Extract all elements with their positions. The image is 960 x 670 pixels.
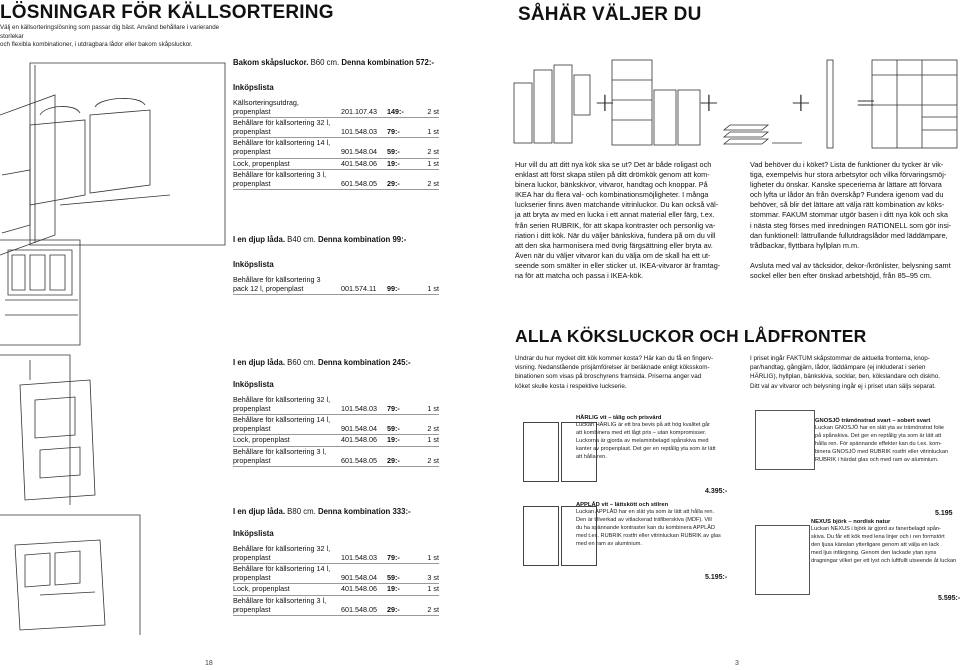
cabinet-combo-diagram — [512, 55, 960, 155]
table-row: Behållare för källsortering 14 l, propenplast 901.548.04 59:- 2 st — [233, 415, 439, 435]
combo-block-3 — [233, 358, 493, 467]
gnosjo-price: 5.195 — [935, 510, 953, 517]
table-row: Lock, propenplast 401.548.06 19:- 1 st — [233, 584, 439, 596]
harlig-door-left — [523, 422, 559, 482]
combo-block-2 — [233, 235, 493, 295]
shopping-list-label: Inköpslista — [233, 83, 274, 92]
plus-operator: + — [594, 88, 616, 118]
equals-operator: = — [855, 88, 877, 118]
harlig-price: 4.395:- — [705, 488, 728, 495]
table-row: Lock, propenplast 401.548.06 19:- 1 st — [233, 158, 439, 170]
table-row: Behållare för källsortering 3 pack 12 l, propenplast 001.574.11 99:- 1 st — [233, 275, 439, 295]
shopping-list — [233, 275, 439, 295]
table-row: Behållare för källsortering 32 l, propenplast 101.548.03 79:- 1 st — [233, 118, 439, 138]
frames-icon — [612, 60, 700, 145]
applad-info: APPLÅD vit – lättskött och stilren Luckan APPLÅD har en slät yta som är lätt att hålla ren. Den är tillverkad av vitlackerad träfiberskiva (MDF). Vill du ha spännande kontraster kan du kombinera APPLÅD med t.ex. RUBRIK rostfri eller vitrinluckan RUBRIK av glas med en ram av aluminium. — [576, 502, 721, 547]
product-harlig — [515, 400, 755, 500]
cabinet-bins-drawing — [0, 63, 225, 255]
intro-column-2: Vad behöver du i köket? Lista de funktioner du tycker är vik- tiga, exempelvis hur stora arbetsytor och vilka förvaringsmöj- ligheter du önskar. Kanske specerierna är lättare att förvara och lyfta ur lådor än från överskåp? Fundera igenom vad du behöver, så blir det lättare att välja rätt kombination av köks- stommar. FAKUM stommar utgör basen i ditt nya kök och ska i nästa steg förses med inredningen RATIONELL som gör insi- dan funktionell: lättrullande fullutdragslådor med läddämpare, trådbackar, flyttbara hyllplan m.m. Avsluta med val av täcksidor, dekor-/krönlister, belysning samt sockel eller ben efter önskad arbetshöjd, från 85–95 cm. — [750, 160, 952, 280]
intro-line: och flexibla kombinationer, i utdragbara lådor eller bakom skåpsluckor. — [0, 41, 193, 48]
deep-drawer-drawing — [0, 355, 95, 505]
applad-price: 5.195:- — [705, 574, 728, 581]
finished-kitchen-icon — [872, 60, 957, 148]
combo-title: I en djup låda. B60 cm. Denna kombination 245:- — [233, 358, 411, 367]
table-row: Behållare för källsortering 32 l, propenplast 101.548.03 79:- 1 st — [233, 544, 439, 564]
shopping-list — [233, 395, 439, 467]
intro-column-1: Hur vill du att ditt nya kök ska se ut? Det är både roligast och enklast att först skapa stilen på ditt drömkök genom att kom- binera luckor, bänkskivor, vitvaror, handtag och knoppar. På IKEA har du flera val- och kombinationsmöjligheter. I många luckserier finns även matchande vitrinluckor. Du kan också väl- ja att bryta av med en lucka i ett annat material eller färg, t.ex. från serien RUBRIK, för att skapa kontraster och personlig va- riation i ditt kök. När du väljer bänkskiva, fundera på om du vill att den ska harmonisera med övrig färgsättning eller bryta av. Även när du väljer vitvaror kan du välja om de skall ha ett ut- seende som smälter in eller sticker ut. IKEA-vitvaror är framtag- na för att matcha och passa i IKEA-kök. — [515, 160, 721, 281]
combo-title: I en djup låda. B40 cm. Denna kombination 99:- — [233, 235, 407, 244]
drawer-bins-drawing — [0, 240, 80, 345]
table-row: Källsorteringsutdrag, propenplast 201.107.43 149:- 2 st — [233, 98, 439, 118]
nexus-door — [755, 525, 810, 595]
table-row: Behållare för källsortering 3 l, propenplast 601.548.05 29:- 2 st — [233, 446, 439, 466]
shopping-list-label: Inköpslista — [233, 529, 274, 538]
table-row: Behållare för källsortering 14 l, propenplast 901.548.04 59:- 2 st — [233, 138, 439, 158]
right-page-title: SÅHÄR VÄLJER DU — [518, 4, 702, 25]
fronts-icon — [514, 65, 590, 143]
section-title-fronts: ALLA KÖKSLUCKOR OCH LÅDFRONTER — [515, 326, 867, 346]
applad-door-left — [523, 506, 559, 566]
price-intro-2: I priset ingår FAKTUM skåpstommar de aktuella fronterna, knop- par/handtag, gångjärn, lådor, läddämpare (ej inkluderat i serien HÄRLIG), hyllplan, bänkskiva, socklar, ben, kökslandare och diskho. Ditt val av vitvaror och belysning ingår ej i priset utan säljs separat. — [750, 355, 941, 390]
nexus-price: 5.595:- — [938, 595, 960, 602]
table-row: Lock, propenplast 401.548.06 19:- 1 st — [233, 435, 439, 447]
sorting-illustrations — [0, 55, 230, 635]
interior-icon — [724, 125, 802, 144]
wide-drawer-drawing — [0, 515, 140, 635]
shopping-list — [233, 544, 439, 616]
price-intro-1: Undrar du hur mycket ditt kök kommer kosta? Här kan du få en fingerv- visning. Nedanstående prisjämförelser är beräknade enligt köksskom- binationen som visas på broschyrens framsida. Priserna anger vad köket skulle kosta i respektive luckserie. — [515, 355, 714, 390]
left-intro — [0, 24, 240, 50]
left-page-title: LÖSNINGAR FÖR KÄLLSORTERING — [0, 2, 334, 23]
gnosjo-door — [755, 410, 815, 470]
combo-block-4 — [233, 507, 493, 616]
combo-block-1 — [233, 58, 493, 190]
left-page-number: 18 — [205, 660, 213, 667]
product-nexus — [755, 500, 960, 600]
product-applad — [515, 498, 755, 598]
combo-title: I en djup låda. B80 cm. Denna kombination 333:- — [233, 507, 411, 516]
plus-operator: + — [698, 88, 720, 118]
combo-title: Bakom skåpsluckor. B60 cm. Denna kombination 572:- — [233, 58, 435, 67]
shopping-list-label: Inköpslista — [233, 380, 274, 389]
nexus-info: NEXUS björk – nordisk natur Luckan NEXUS i björk är gjord av fanerbelagd spån- skiva. Du får ett kök med lena linjer och i ren formstört den ljusa känslan ytterligare genom att välja en lack med ljus infärgning. Genom den lackade ytan syns dragningar vilket ger ett lyst och luftfullt utseende åt luckan — [811, 519, 957, 564]
intro-line: Välj en källsorteringslösning som passar dig bäst. Använd behållare i varierande storlekar — [0, 24, 220, 40]
shopping-list-label: Inköpslista — [233, 260, 274, 269]
plus-operator: + — [790, 88, 812, 118]
table-row: Behållare för källsortering 3 l, propenplast 601.548.05 29:- 2 st — [233, 170, 439, 190]
harlig-info: HÄRLIG vit – tålig och prisvärd Luckan HÄRLIG är ett bra bevis på att hög kvalitet går att kombinera med ett lågt pris – utan kompromisser. Luckorna är gjorda av melaminbelagd spånskiva med kanter av propenplast. Det ger en reptålig yta som är lätt att hålla ren. — [576, 415, 716, 460]
table-row: Behållare för källsortering 14 l, propenplast 901.548.04 59:- 3 st — [233, 564, 439, 584]
gnosjo-info: GNOSJÖ trämönstrad svart – sobert svart Luckan GNOSJÖ har en slät yta av trämönstrat folie på spånskiva. Det ger en reptålig yta som är lätt att hålla ren. För spännande effekter kan du t.ex. kom- binera GNOSJÖ med RUBRIK rostfri eller vitrinluckan RUBRIK i härdat glas och med ram av aluminium. — [815, 418, 949, 463]
table-row: Behållare för källsortering 3 l, propenplast 601.548.05 29:- 2 st — [233, 595, 439, 615]
right-page-number: 3 — [735, 660, 739, 667]
product-gnosjo — [755, 400, 960, 517]
table-row: Behållare för källsortering 32 l, propenplast 101.548.03 79:- 1 st — [233, 395, 439, 415]
panel-icon — [827, 60, 833, 148]
shopping-list — [233, 98, 439, 190]
